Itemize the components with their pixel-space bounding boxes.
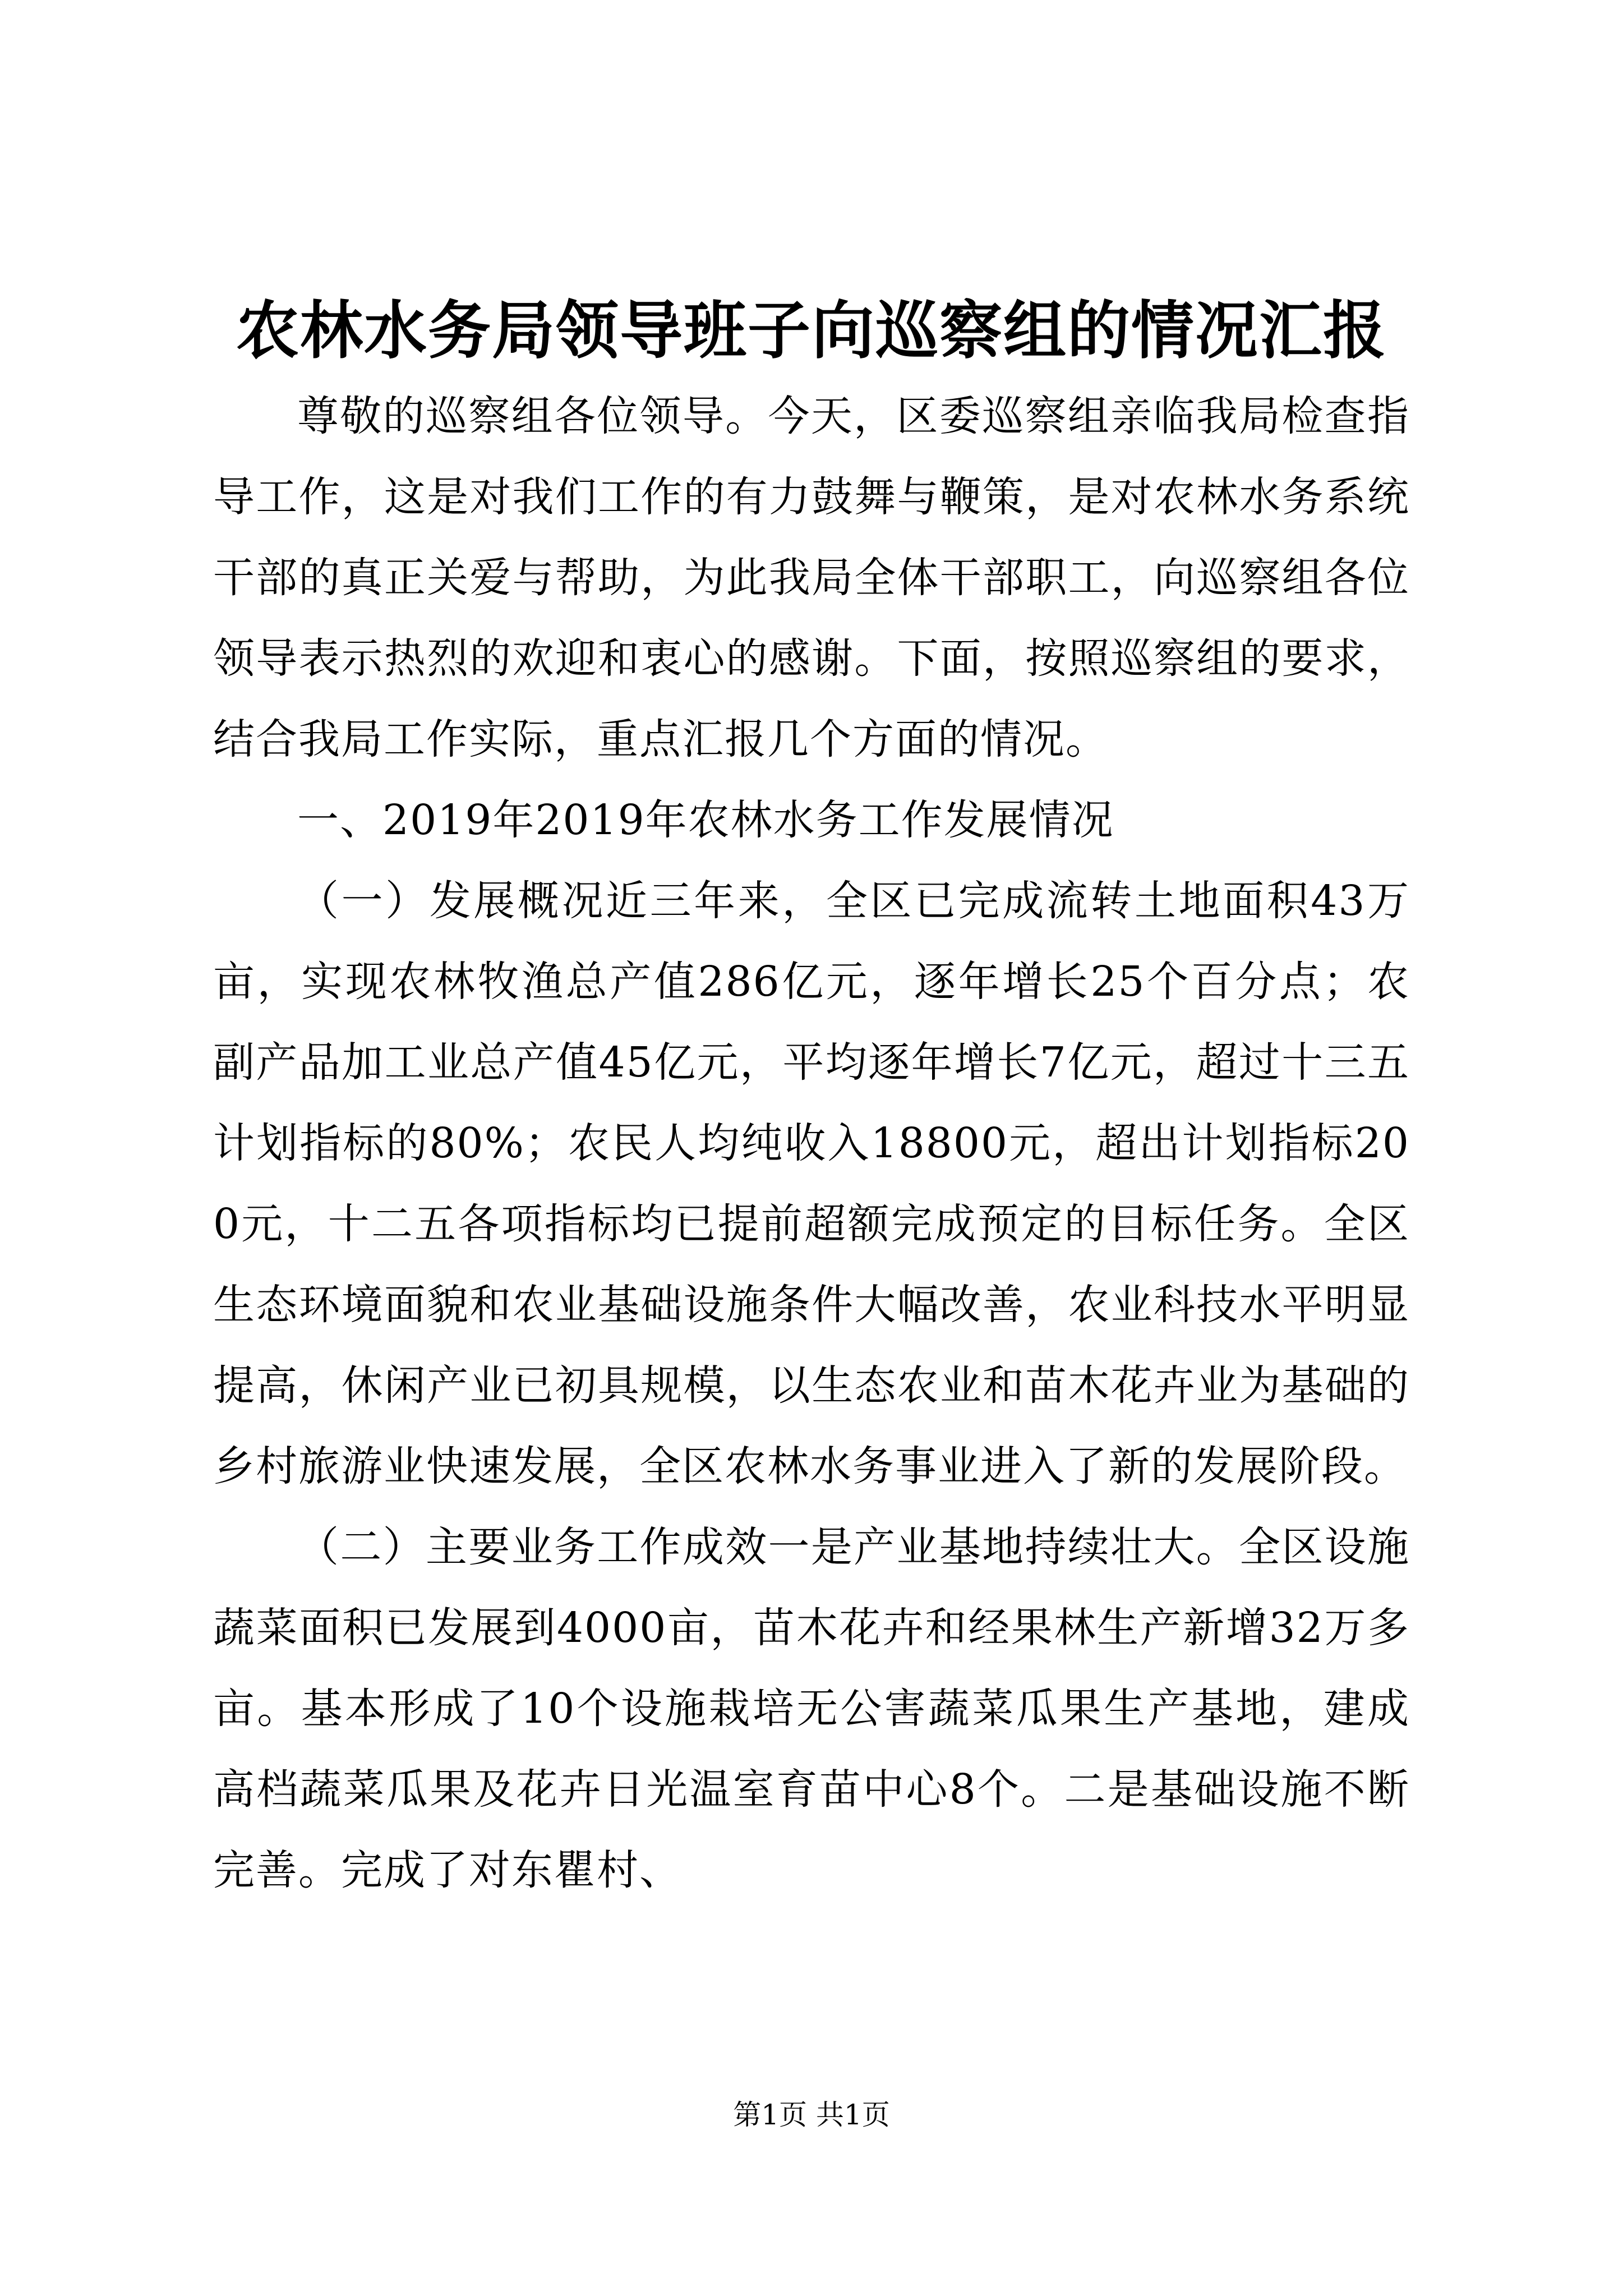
document-body [213, 376, 1410, 1911]
paragraph-achievements: （二）主要业务工作成效一是产业基地持续壮大。全区设施蔬菜面积已发展到4000亩，苗木花卉和经果林生产新增32万多亩。基本形成了10个设施栽培无公害蔬菜瓜果生产基地，建成高档蔬菜瓜果及花卉日光温室育苗中心8个。二是基础设施不断完善。完成了对东瞿村、 [213, 1523, 1410, 1894]
document-title: 农林水务局领导班子向巡察组的情况汇报 [236, 294, 1387, 367]
paragraph-greeting: 尊敬的巡察组各位领导。今天，区委巡察组亲临我局检查指导工作，这是对我们工作的有力鼓舞与鞭策，是对农林水务系统干部的真正关爱与帮助，为此我局全体干部职工，向巡察组各位领导表示热烈的欢迎和衷心的感谢。下面，按照巡察组的要求，结合我局工作实际，重点汇报几个方面的情况。 [213, 392, 1410, 763]
section-heading-1: 一、2019年2019年农林水务工作发展情况 [297, 796, 1114, 844]
page-footer: 第1页 共1页 [733, 2099, 890, 2131]
paragraph-overview: （一）发展概况近三年来，全区已完成流转土地面积43万亩，实现农林牧渔总产值286亿元，逐年增长25个百分点；农副产品加工业总产值45亿元，平均逐年增长7亿元，超过十三五计划指标的80%；农民人均纯收入18800元，超出计划指标200元，十二五各项指标均已提前超额完成预定的目标任务。全区生态环境面貌和农业基础设施条件大幅改善，农业科技水平明显提高，休闲产业已初具规模，以生态农业和苗木花卉业为基础的乡村旅游业快速发展，全区农林水务事业进入了新的发展阶段。 [213, 877, 1410, 1490]
